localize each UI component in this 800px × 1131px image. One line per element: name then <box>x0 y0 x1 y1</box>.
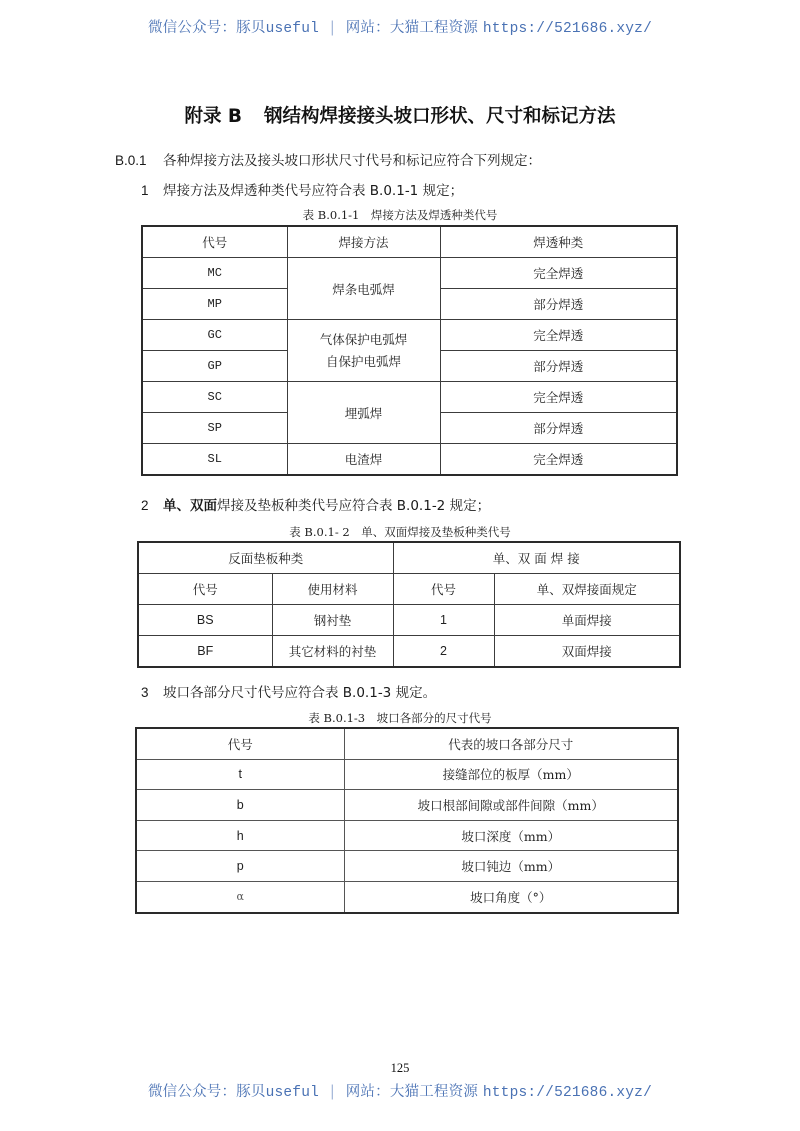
page-number: 125 <box>390 1061 410 1075</box>
penetration-cell: 完全焊透 <box>440 258 677 289</box>
watermark-site-label: 网站：大猫工程资源 <box>345 20 479 36</box>
description-cell: 坡口根部间隙或部件间隙（mm） <box>344 790 678 821</box>
table-group-header-row <box>138 542 680 574</box>
penetration-cell: 部分焊透 <box>440 413 677 444</box>
description-cell: 坡口钝边（mm） <box>344 851 678 882</box>
clause-number: B.0.1 <box>115 153 147 168</box>
header-watermark <box>0 16 800 37</box>
description-cell: 坡口深度（mm） <box>344 820 678 851</box>
header-cell: 焊透种类 <box>440 226 677 258</box>
item-2 <box>141 494 490 514</box>
table-row <box>142 382 677 413</box>
title-text: 钢结构焊接接头坡口形状、尺寸和标记方法 <box>264 106 616 127</box>
table-row <box>138 605 680 636</box>
watermark-site-label: 网站：大猫工程资源 <box>345 1084 479 1100</box>
symbol-cell: p <box>136 851 344 882</box>
item-number: 3 <box>141 685 149 700</box>
code-cell: BF <box>138 636 272 668</box>
table-row <box>142 444 677 476</box>
group-header-cell: 单、双 面 焊 接 <box>393 542 680 574</box>
rule-cell: 双面焊接 <box>494 636 680 668</box>
item-text-bold: 单、双面 <box>163 498 217 514</box>
clause-b01 <box>115 149 541 169</box>
header-cell: 使用材料 <box>272 574 393 605</box>
item-1 <box>141 179 463 199</box>
table-row <box>136 851 678 882</box>
penetration-cell: 部分焊透 <box>440 351 677 382</box>
penetration-cell: 完全焊透 <box>440 382 677 413</box>
symbol-cell: h <box>136 820 344 851</box>
table-row <box>138 636 680 668</box>
symbol-cell: b <box>136 790 344 821</box>
method-cell: 焊条电弧焊 <box>287 258 440 320</box>
header-cell: 代号 <box>138 574 272 605</box>
table3-caption: 表 B.0.1-3 坡口各部分的尺寸代号 <box>308 711 492 725</box>
penetration-cell: 完全焊透 <box>440 320 677 351</box>
code-cell: SL <box>142 444 287 476</box>
watermark-prefix: 微信公众号：豚贝 <box>147 1084 266 1100</box>
footer-watermark <box>0 1080 800 1101</box>
header-cell: 单、双焊接面规定 <box>494 574 680 605</box>
watermark-account: useful <box>265 1085 320 1101</box>
method-cell: 埋弧焊 <box>287 382 440 444</box>
table-groove-dimensions <box>135 727 679 914</box>
code-cell: GP <box>142 351 287 382</box>
header-cell: 焊接方法 <box>287 226 440 258</box>
watermark-prefix: 微信公众号：豚贝 <box>147 20 266 36</box>
watermark-url[interactable]: https://521686.xyz/ <box>482 1085 652 1101</box>
table-row <box>136 881 678 912</box>
watermark-separator: | <box>329 1084 335 1100</box>
table-row <box>136 759 678 790</box>
table-welding-methods <box>141 225 678 476</box>
method-cell: 电渣焊 <box>287 444 440 476</box>
code-cell: SP <box>142 413 287 444</box>
symbol-cell: α <box>136 881 344 912</box>
group-header-cell: 反面垫板种类 <box>138 542 393 574</box>
material-cell: 钢衬垫 <box>272 605 393 636</box>
item-3 <box>141 681 436 701</box>
watermark-url[interactable]: https://521686.xyz/ <box>482 21 652 37</box>
table-row <box>136 790 678 821</box>
table-row <box>142 320 677 351</box>
table2-caption: 表 B.0.1- 2 单、双面焊接及垫板种类代号 <box>289 525 511 539</box>
method-cell <box>287 320 440 382</box>
watermark-account: useful <box>265 21 320 37</box>
table-header-row <box>138 574 680 605</box>
header-cell: 代号 <box>136 728 344 759</box>
table-row <box>142 258 677 289</box>
watermark-separator: | <box>329 20 335 36</box>
code-cell: MP <box>142 289 287 320</box>
header-cell: 代号 <box>393 574 494 605</box>
table-header-row <box>142 226 677 258</box>
symbol-cell: t <box>136 759 344 790</box>
item-text: 坡口各部分尺寸代号应符合表 B.0.1-3 规定。 <box>163 685 437 701</box>
code-cell: 1 <box>393 605 494 636</box>
table-header-row <box>136 728 678 759</box>
code-cell: SC <box>142 382 287 413</box>
clause-text: 各种焊接方法及接头坡口形状尺寸代号和标记应符合下列规定： <box>163 153 541 169</box>
page-title <box>0 102 800 128</box>
code-cell: GC <box>142 320 287 351</box>
item-number: 2 <box>141 498 149 513</box>
method-line: 气体保护电弧焊 <box>319 331 408 347</box>
penetration-cell: 部分焊透 <box>440 289 677 320</box>
penetration-cell: 完全焊透 <box>440 444 677 476</box>
code-cell: BS <box>138 605 272 636</box>
code-cell: MC <box>142 258 287 289</box>
table1-caption: 表 B.0.1-1 焊接方法及焊透种类代号 <box>302 208 498 222</box>
appendix-label: 附录 B <box>184 106 243 127</box>
item-text: 焊接及垫板种类代号应符合表 B.0.1-2 规定； <box>217 498 491 514</box>
material-cell: 其它材料的衬垫 <box>272 636 393 668</box>
table-backing-types <box>137 541 681 668</box>
item-number: 1 <box>141 183 149 198</box>
code-cell: 2 <box>393 636 494 668</box>
table-row <box>136 820 678 851</box>
rule-cell: 单面焊接 <box>494 605 680 636</box>
header-cell: 代表的坡口各部分尺寸 <box>344 728 678 759</box>
method-line: 自保护电弧焊 <box>325 353 401 369</box>
item-text: 焊接方法及焊透种类代号应符合表 B.0.1-1 规定； <box>163 183 464 199</box>
description-cell: 坡口角度（°） <box>344 881 678 912</box>
description-cell: 接缝部位的板厚（mm） <box>344 759 678 790</box>
header-cell: 代号 <box>142 226 287 258</box>
